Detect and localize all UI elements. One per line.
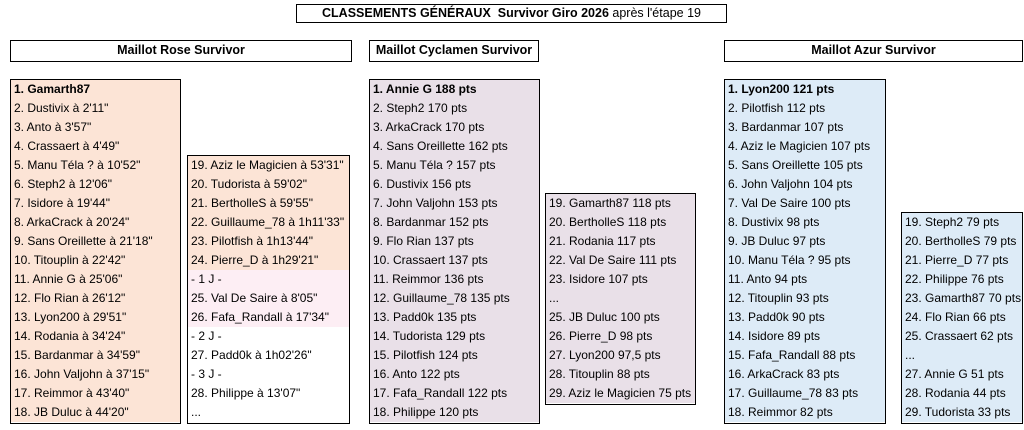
azur-standing-row: 5. Sans Oreillette 105 pts [725,156,885,175]
rose-standing-row: 26. Fafa_Randall à 17'34" [188,308,349,327]
cyclamen-standing-row: 11. Reimmor 136 pts [370,270,539,289]
azur-standing-row: 1. Lyon200 121 pts [725,80,885,99]
cyclamen-standing-row: 23. Isidore 107 pts [546,270,695,289]
azur-standing-row: 21. Pierre_D 77 pts [902,251,1022,270]
rose-main-list [10,79,181,424]
cyclamen-standing-row: 21. Rodania 117 pts [546,232,695,251]
azur-standing-row: 17. Guillaume_78 83 pts [725,384,885,403]
azur-standing-row: 19. Steph2 79 pts [902,213,1022,232]
rose-standing-row: 11. Annie G à 25'06" [11,270,180,289]
azur-standing-row: 15. Fafa_Randall 88 pts [725,346,885,365]
page-title [296,4,727,23]
cyclamen-standing-row: 20. BertholleS 118 pts [546,213,695,232]
title-stage: après l'étape 19 [612,6,701,20]
rose-standing-row: 25. Val De Saire à 8'05" [188,289,349,308]
rose-standing-row: 10. Titouplin à 22'42" [11,251,180,270]
title-main: CLASSEMENTS GÉNÉRAUX [322,6,491,20]
cyclamen-standing-row: 25. JB Duluc 100 pts [546,308,695,327]
azur-standing-row: 29. Tudorista 33 pts [902,403,1022,422]
azur-standing-row: 23. Gamarth87 70 pts [902,289,1022,308]
rose-second-list [187,155,350,424]
azur-standing-row: 24. Flo Rian 66 pts [902,308,1022,327]
azur-standing-row: 6. John Valjohn 104 pts [725,175,885,194]
cyclamen-standing-row: 18. Philippe 120 pts [370,403,539,422]
rose-standing-row: 6. Steph2 à 12'06" [11,175,180,194]
azur-standing-row: 4. Aziz le Magicien 107 pts [725,137,885,156]
cyclamen-header: Maillot Cyclamen Survivor [369,40,539,62]
rose-standing-row: 23. Pilotfish à 1h13'44" [188,232,349,251]
cyclamen-standing-row: 17. Fafa_Randall 122 pts [370,384,539,403]
rose-standing-row: ... [188,403,349,422]
azur-standing-row: 9. JB Duluc 97 pts [725,232,885,251]
cyclamen-standing-row: 28. Titouplin 88 pts [546,365,695,384]
azur-standing-row: 3. Bardanmar 107 pts [725,118,885,137]
cyclamen-standing-row: 9. Flo Rian 137 pts [370,232,539,251]
rose-standing-row: 18. JB Duluc à 44'20" [11,403,180,422]
cyclamen-standing-row: 29. Aziz le Magicien 75 pts [546,384,695,403]
azur-standing-row: 25. Crassaert 62 pts [902,327,1022,346]
azur-standing-row: 10. Manu Téla ? 95 pts [725,251,885,270]
azur-standing-row: 2. Pilotfish 112 pts [725,99,885,118]
rose-standing-row: 7. Isidore à 19'44" [11,194,180,213]
cyclamen-main-list [369,79,540,424]
azur-standing-row: 16. ArkaCrack 83 pts [725,365,885,384]
cyclamen-standing-row: 3. ArkaCrack 170 pts [370,118,539,137]
rose-standing-row: 8. ArkaCrack à 20'24" [11,213,180,232]
rose-standing-row: 17. Reimmor à 43'40" [11,384,180,403]
azur-standing-row: ... [902,346,1022,365]
rose-header: Maillot Rose Survivor [10,40,352,62]
rose-standing-row: 20. Tudorista à 59'02" [188,175,349,194]
azur-standing-row: 13. Padd0k 90 pts [725,308,885,327]
rose-standing-row: 16. John Valjohn à 37'15" [11,365,180,384]
rose-standing-row: - 3 J - [188,365,349,384]
azur-standing-row: 7. Val De Saire 100 pts [725,194,885,213]
azur-standing-row: 11. Anto 94 pts [725,270,885,289]
rose-standing-row: - 1 J - [188,270,349,289]
cyclamen-standing-row: 6. Dustivix 156 pts [370,175,539,194]
rose-standing-row: 3. Anto à 3'57" [11,118,180,137]
cyclamen-second-list [545,193,696,405]
rose-standing-row: 27. Padd0k à 1h02'26" [188,346,349,365]
cyclamen-standing-row: 16. Anto 122 pts [370,365,539,384]
cyclamen-standing-row: 2. Steph2 170 pts [370,99,539,118]
cyclamen-standing-row: 13. Padd0k 135 pts [370,308,539,327]
cyclamen-standing-row: 12. Guillaume_78 135 pts [370,289,539,308]
rose-standing-row: 14. Rodania à 34'24" [11,327,180,346]
rose-standing-row: 2. Dustivix à 2'11" [11,99,180,118]
azur-header: Maillot Azur Survivor [724,40,1023,62]
azur-standing-row: 8. Dustivix 98 pts [725,213,885,232]
rose-standing-row: 9. Sans Oreillette à 21'18" [11,232,180,251]
azur-standing-row: 20. BertholleS 79 pts [902,232,1022,251]
cyclamen-standing-row: 19. Gamarth87 118 pts [546,194,695,213]
cyclamen-standing-row: 8. Bardanmar 152 pts [370,213,539,232]
cyclamen-standing-row: 10. Crassaert 137 pts [370,251,539,270]
azur-standing-row: 12. Titouplin 93 pts [725,289,885,308]
cyclamen-standing-row: 1. Annie G 188 pts [370,80,539,99]
azur-standing-row: 18. Reimmor 82 pts [725,403,885,422]
rose-standing-row: 13. Lyon200 à 29'51" [11,308,180,327]
rose-standing-row: 4. Crassaert à 4'49" [11,137,180,156]
rose-standing-row: 12. Flo Rian à 26'12" [11,289,180,308]
cyclamen-standing-row: 7. John Valjohn 153 pts [370,194,539,213]
azur-standing-row: 28. Rodania 44 pts [902,384,1022,403]
azur-second-list [901,212,1023,424]
cyclamen-standing-row: 22. Val De Saire 111 pts [546,251,695,270]
rose-standing-row: - 2 J - [188,327,349,346]
cyclamen-standing-row: 4. Sans Oreillette 162 pts [370,137,539,156]
azur-standing-row: 22. Philippe 76 pts [902,270,1022,289]
cyclamen-standing-row: 5. Manu Téla ? 157 pts [370,156,539,175]
rose-standing-row: 21. BertholleS à 59'55" [188,194,349,213]
rose-standing-row: 5. Manu Téla ? à 10'52" [11,156,180,175]
rose-standing-row: 1. Gamarth87 [11,80,180,99]
cyclamen-standing-row: 27. Lyon200 97,5 pts [546,346,695,365]
rose-standing-row: 24. Pierre_D à 1h29'21" [188,251,349,270]
cyclamen-standing-row: 14. Tudorista 129 pts [370,327,539,346]
rose-standing-row: 19. Aziz le Magicien à 53'31" [188,156,349,175]
title-event: Survivor Giro 2026 [497,6,609,20]
azur-standing-row: 27. Annie G 51 pts [902,365,1022,384]
rose-standing-row: 15. Bardanmar à 34'59" [11,346,180,365]
rose-standing-row: 28. Philippe à 13'07" [188,384,349,403]
cyclamen-standing-row: ... [546,289,695,308]
azur-main-list [724,79,886,424]
cyclamen-standing-row: 15. Pilotfish 124 pts [370,346,539,365]
azur-standing-row: 14. Isidore 89 pts [725,327,885,346]
cyclamen-standing-row: 26. Pierre_D 98 pts [546,327,695,346]
rose-standing-row: 22. Guillaume_78 à 1h11'33" [188,213,349,232]
